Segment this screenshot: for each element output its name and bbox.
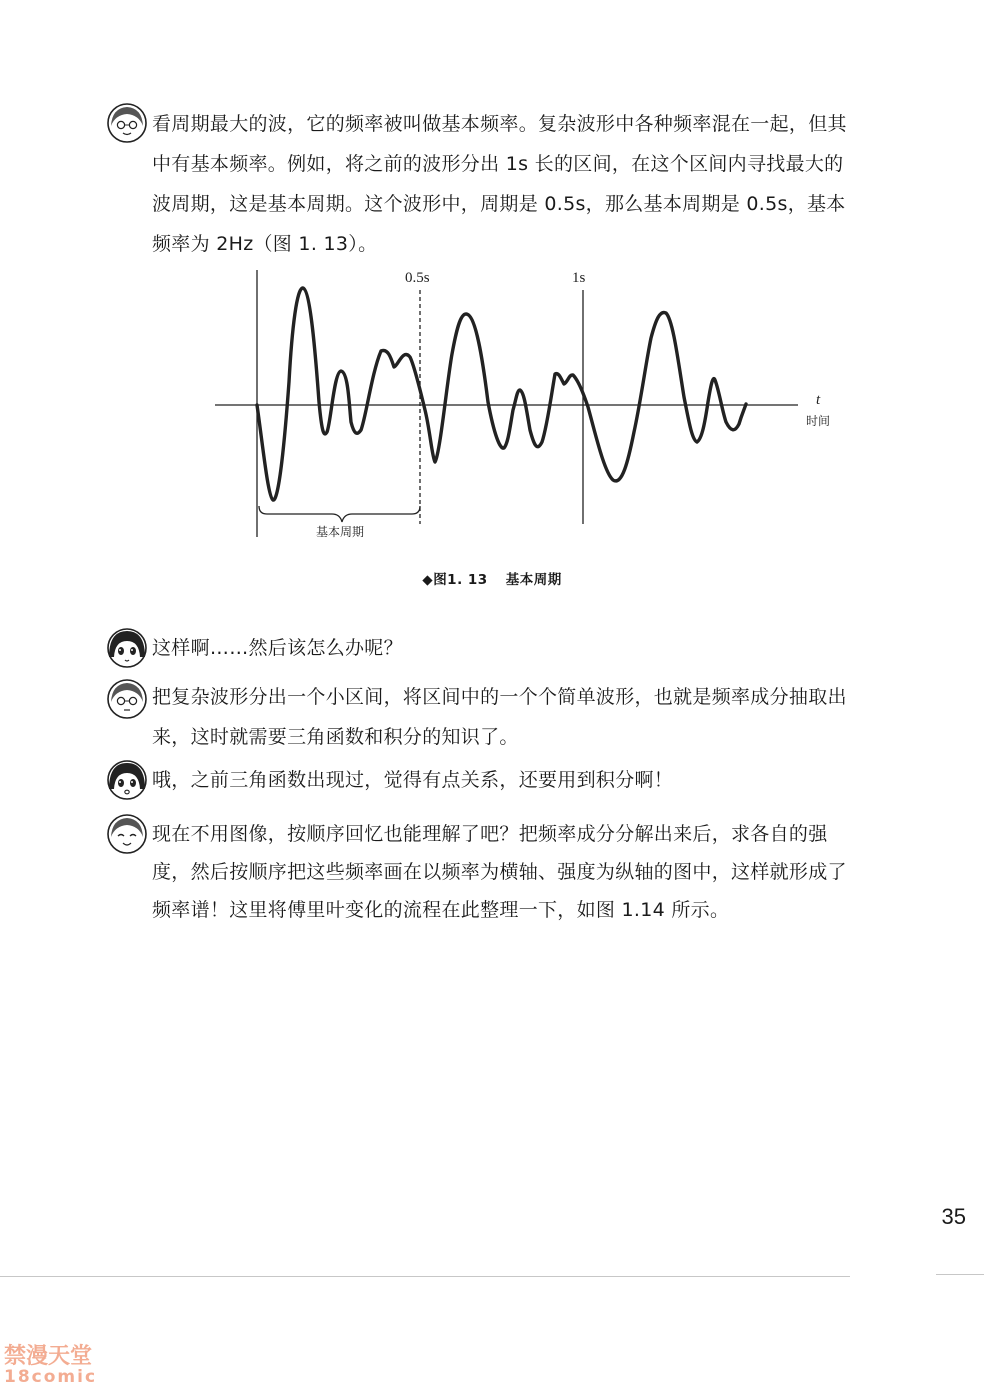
caption-title: 基本周期 [505, 572, 562, 588]
text-line: 这样啊……然后该怎么办呢？ [152, 637, 403, 659]
watermark [4, 1346, 97, 1387]
label-one-second: 1s [572, 270, 586, 286]
page-number: 35 [941, 1204, 966, 1229]
text-line: 现在不用图像，按顺序回忆也能理解了吧？把频率成分分解出来后，求各自的强 [152, 823, 828, 845]
paragraph-3 [152, 677, 926, 757]
text-line: 来，这时就需要三角函数和积分的知识了。 [152, 726, 519, 748]
teacher-avatar-icon [106, 813, 148, 855]
period-brace [259, 506, 420, 522]
student-avatar-icon [106, 759, 148, 801]
teacher-avatar-icon [106, 102, 148, 144]
teacher-avatar-icon [106, 678, 148, 720]
text-line: 哦，之前三角函数出现过，觉得有点关系，还要用到积分啊！ [152, 769, 674, 791]
label-half-period: 0.5s [405, 270, 430, 286]
watermark-title: 禁漫天堂 [4, 1344, 93, 1369]
paragraph-5 [152, 815, 926, 929]
text-line: 度，然后按顺序把这些频率画在以频率为横轴、强度为纵轴的图中，这样就形成了 [152, 861, 847, 883]
watermark-site: 18comic [4, 1367, 98, 1387]
waveform-figure [200, 262, 860, 552]
paragraph-2 [152, 629, 926, 667]
axis-symbol: t [816, 392, 821, 408]
axis-name: 时间 [806, 414, 831, 428]
text-line: 把复杂波形分出一个小区间，将区间中的一个个简单波形，也就是频率成分抽取出 [152, 686, 847, 708]
text-line: 频率为 2Hz（图 1. 13）。 [152, 233, 378, 255]
bottom-rule [0, 1276, 850, 1277]
text-line: 中有基本频率。例如，将之前的波形分出 1s 长的区间，在这个区间内寻找最大的 [152, 153, 844, 175]
student-avatar-icon [106, 627, 148, 669]
caption-marker: ◆ [422, 572, 434, 588]
brace-label: 基本周期 [315, 525, 365, 539]
waveform-curve [257, 288, 746, 500]
paragraph-1 [152, 104, 926, 264]
text-line: 频率谱！这里将傅里叶变化的流程在此整理一下，如图 1.14 所示。 [152, 899, 730, 921]
bottom-rule-right [936, 1274, 984, 1275]
text-line: 看周期最大的波，它的频率被叫做基本频率。复杂波形中各种频率混在一起，但其 [152, 113, 847, 135]
figure-caption [0, 568, 984, 588]
text-line: 波周期，这是基本周期。这个波形中，周期是 0.5s，那么基本周期是 0.5s，基本 [152, 193, 846, 215]
paragraph-4 [152, 761, 926, 799]
caption-number: 图1. 13 [433, 572, 488, 588]
